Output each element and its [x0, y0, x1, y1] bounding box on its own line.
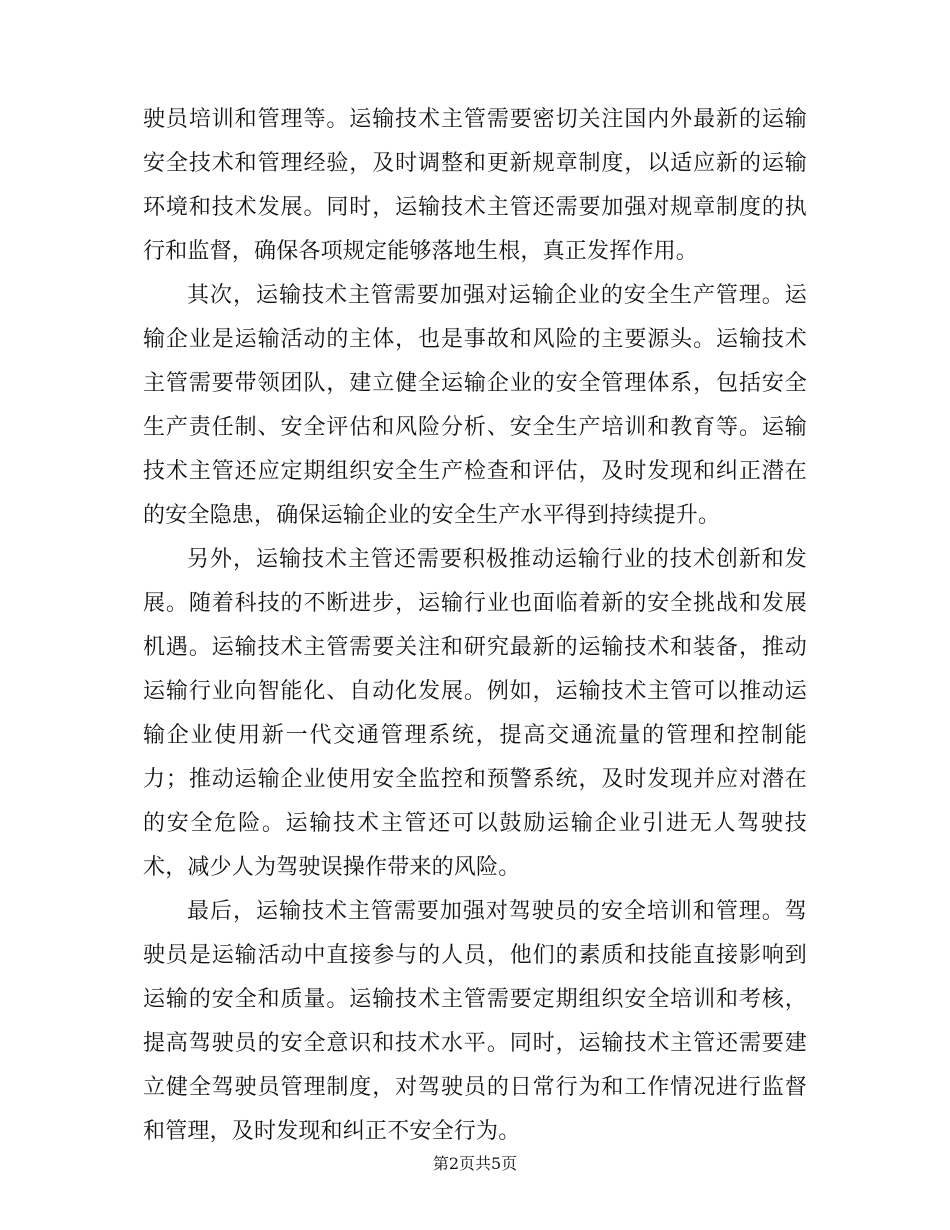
- paragraph-continuation: 驶员培训和管理等。运输技术主管需要密切关注国内外最新的运输安全技术和管理经验，及时调整和更新规章制度，以适应新的运输环境和技术发展。同时，运输技术主管还需要加强对规章制度的执行和监督，确保各项规定能够落地生根，真正发挥作用。: [143, 107, 807, 264]
- page-number: 第2页共5页: [432, 1154, 518, 1173]
- paragraph-enterprise-safety: 其次，运输技术主管需要加强对运输企业的安全生产管理。运输企业是运输活动的主体，也是事故和风险的主要源头。运输技术主管需要带领团队，建立健全运输企业的安全管理体系，包括安全生产责任制、安全评估和风险分析、安全生产培训和教育等。运输技术主管还应定期组织安全生产检查和评估，及时发现和纠正潜在的安全隐患，确保运输企业的安全生产水平得到持续提升。: [143, 283, 807, 528]
- document-body: [143, 98, 807, 1154]
- paragraph-technology-innovation: 另外，运输技术主管还需要积极推动运输行业的技术创新和发展。随着科技的不断进步，运输行业也面临着新的安全挑战和发展机遇。运输技术主管需要关注和研究最新的运输技术和装备，推动运输行业向智能化、自动化发展。例如，运输技术主管可以推动运输企业使用新一代交通管理系统，提高交通流量的管理和控制能力；推动运输企业使用安全监控和预警系统，及时发现并应对潜在的安全危险。运输技术主管还可以鼓励运输企业引进无人驾驶技术，减少人为驾驶误操作带来的风险。: [143, 547, 807, 880]
- paragraph-driver-training: 最后，运输技术主管需要加强对驾驶员的安全培训和管理。驾驶员是运输活动中直接参与的人员，他们的素质和技能直接影响到运输的安全和质量。运输技术主管需要定期组织安全培训和考核，提高驾驶员的安全意识和技术水平。同时，运输技术主管还需要建立健全驾驶员管理制度，对驾驶员的日常行为和工作情况进行监督和管理，及时发现和纠正不安全行为。: [143, 899, 807, 1144]
